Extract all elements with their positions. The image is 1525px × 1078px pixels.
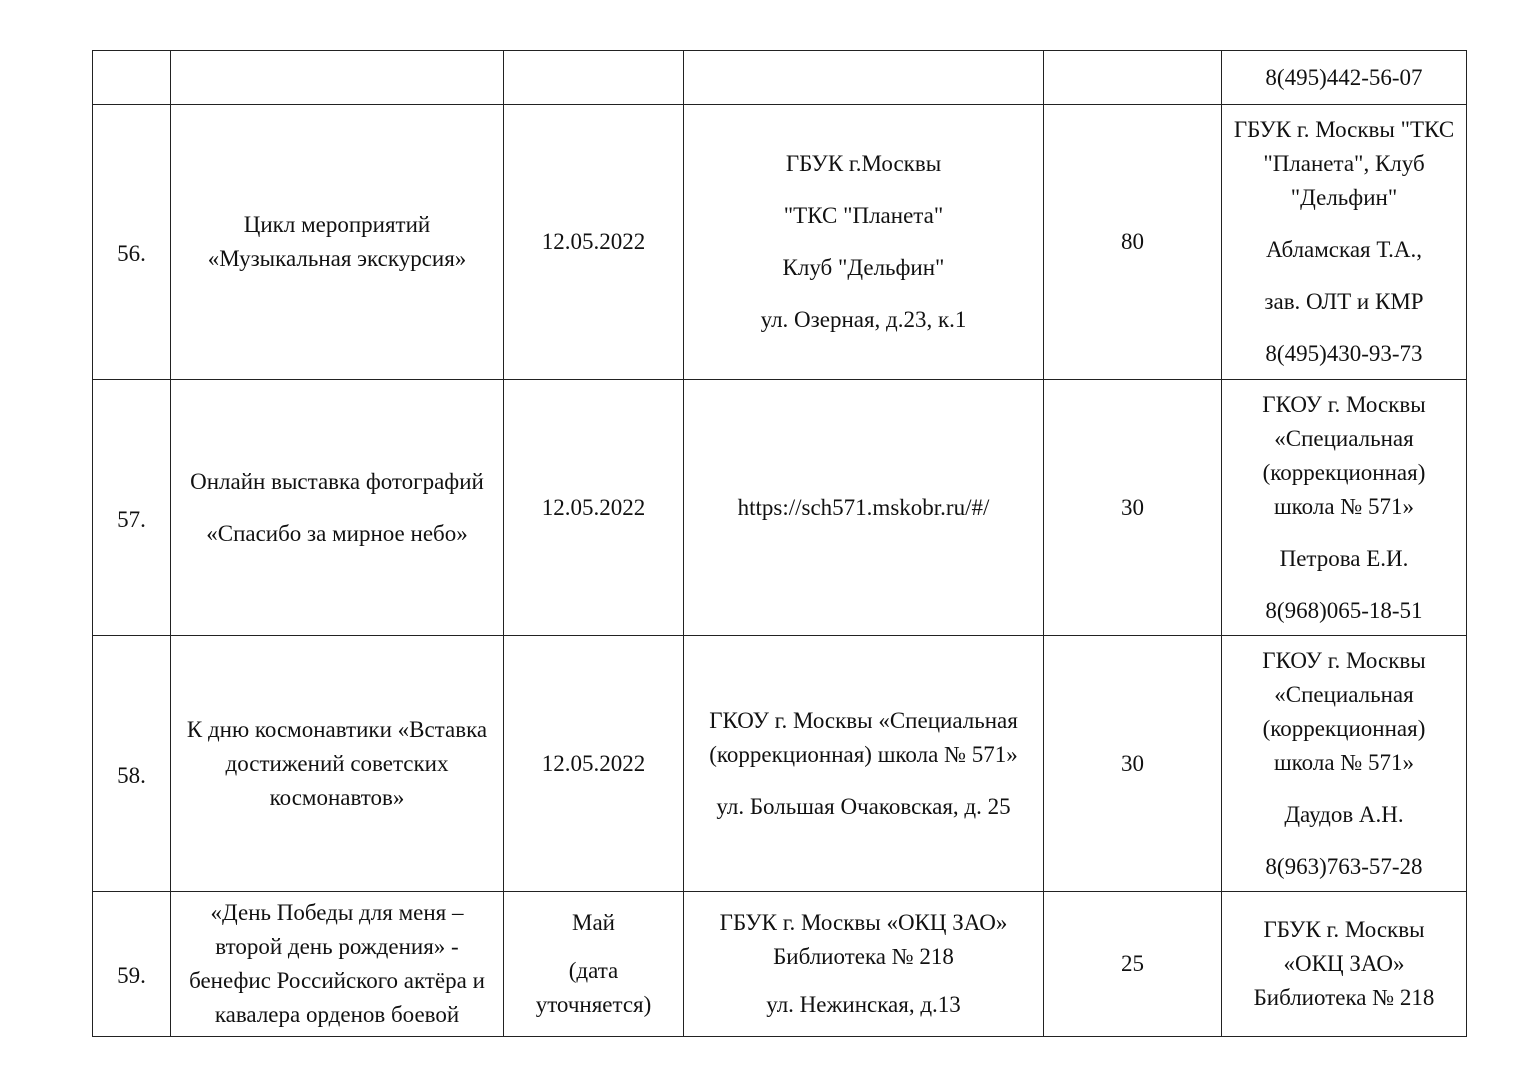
participants-cell [1044, 105, 1222, 380]
participants-count: 30 [1121, 494, 1144, 520]
event-title-cell [171, 380, 504, 636]
participants-cell [1044, 892, 1222, 1037]
row-number-cell [93, 636, 171, 892]
event-title-cell [171, 636, 504, 892]
event-place-cell [684, 51, 1044, 105]
contact-phone: 8(963)763-57-28 [1265, 853, 1423, 879]
contact-org: ГБУК г. Москвы "ТКС "Планета", Клуб "Дельфин" [1233, 117, 1455, 210]
participants-count: 30 [1121, 750, 1144, 776]
participants-count: 80 [1121, 229, 1144, 254]
place-line: ГБУК г. Москвы «ОКЦ ЗАО» Библиотека № 218 [719, 910, 1008, 969]
row-number-cell [93, 380, 171, 636]
event-title-line: «Музыкальная экскурсия» [207, 246, 467, 271]
participants-count: 25 [1121, 951, 1144, 976]
event-date-cell [504, 892, 684, 1037]
participants-cell [1044, 380, 1222, 636]
contact-org: ГБУК г. Москвы «ОКЦ ЗАО» Библиотека № 218 [1253, 917, 1435, 1010]
event-date-cell [504, 105, 684, 380]
event-place-cell [684, 892, 1044, 1037]
event-date-cell [504, 380, 684, 636]
event-date: 12.05.2022 [541, 229, 646, 254]
place-line: Клуб "Дельфин" [782, 255, 945, 280]
event-title-line: «Спасибо за мирное небо» [206, 520, 468, 546]
row-number-cell [93, 51, 171, 105]
event-title-cell [171, 51, 504, 105]
row-number: 59. [117, 963, 146, 988]
event-title-cell [171, 892, 504, 1037]
event-place-cell [684, 105, 1044, 380]
participants-cell [1044, 51, 1222, 105]
contact-cell [1222, 892, 1467, 1037]
event-date: 12.05.2022 [541, 494, 646, 520]
contact-cell [1222, 105, 1467, 380]
place-line: ул. Большая Очаковская, д. 25 [716, 793, 1011, 819]
contact-phone: 8(495)442-56-07 [1265, 64, 1423, 90]
place-line: "ТКС "Планета" [783, 203, 944, 228]
row-number: 56. [117, 241, 146, 266]
event-date: 12.05.2022 [541, 750, 646, 776]
event-date-cell [504, 51, 684, 105]
event-date: Май [572, 910, 615, 935]
contact-phone: 8(495)430-93-73 [1265, 341, 1423, 366]
participants-cell [1044, 636, 1222, 892]
contact-position: зав. ОЛТ и КМР [1264, 289, 1424, 314]
event-date-cell [504, 636, 684, 892]
event-title-line: Цикл мероприятий [243, 212, 431, 237]
place-line: ул. Озерная, д.23, к.1 [760, 307, 967, 332]
place-link[interactable]: https://sch571.mskobr.ru/#/ [737, 494, 990, 520]
row-number-cell [93, 105, 171, 380]
contact-org: ГКОУ г. Москвы «Специальная (коррекционная) школа № 571» [1262, 391, 1426, 519]
contact-cell [1222, 51, 1467, 105]
event-title-line: Онлайн выставка фотографий [190, 468, 484, 494]
event-title-cell [171, 105, 504, 380]
place-line: ул. Нежинская, д.13 [766, 992, 961, 1017]
event-place-cell [684, 636, 1044, 892]
contact-phone: 8(968)065-18-51 [1265, 597, 1423, 623]
row-number: 57. [117, 506, 146, 532]
table-row [93, 892, 1467, 1037]
contact-cell [1222, 636, 1467, 892]
contact-person: Даудов А.Н. [1284, 801, 1404, 827]
event-place-cell [684, 380, 1044, 636]
events-table [92, 50, 1467, 1037]
contact-cell [1222, 380, 1467, 636]
place-line: ГКОУ г. Москвы «Специальная (коррекционная) школа № 571» [709, 707, 1018, 767]
place-line: ГБУК г.Москвы [785, 151, 942, 176]
event-title-line: К дню космонавтики «Вставка достижений советских космонавтов» [186, 716, 488, 810]
table-row [93, 51, 1467, 105]
contact-person: Петрова Е.И. [1279, 545, 1409, 571]
table-row [93, 636, 1467, 892]
table-row [93, 380, 1467, 636]
event-title-line: «День Победы для меня – второй день рождения» - бенефис Российского актёра и кавалера орденов боевой [189, 900, 485, 1027]
contact-org: ГКОУ г. Москвы «Специальная (коррекционная) школа № 571» [1262, 647, 1426, 775]
row-number-cell [93, 892, 171, 1037]
event-date-note: (дата уточняется) [535, 958, 652, 1017]
table-row [93, 105, 1467, 380]
contact-person: Абламская Т.А., [1266, 237, 1422, 262]
row-number: 58. [117, 762, 146, 788]
